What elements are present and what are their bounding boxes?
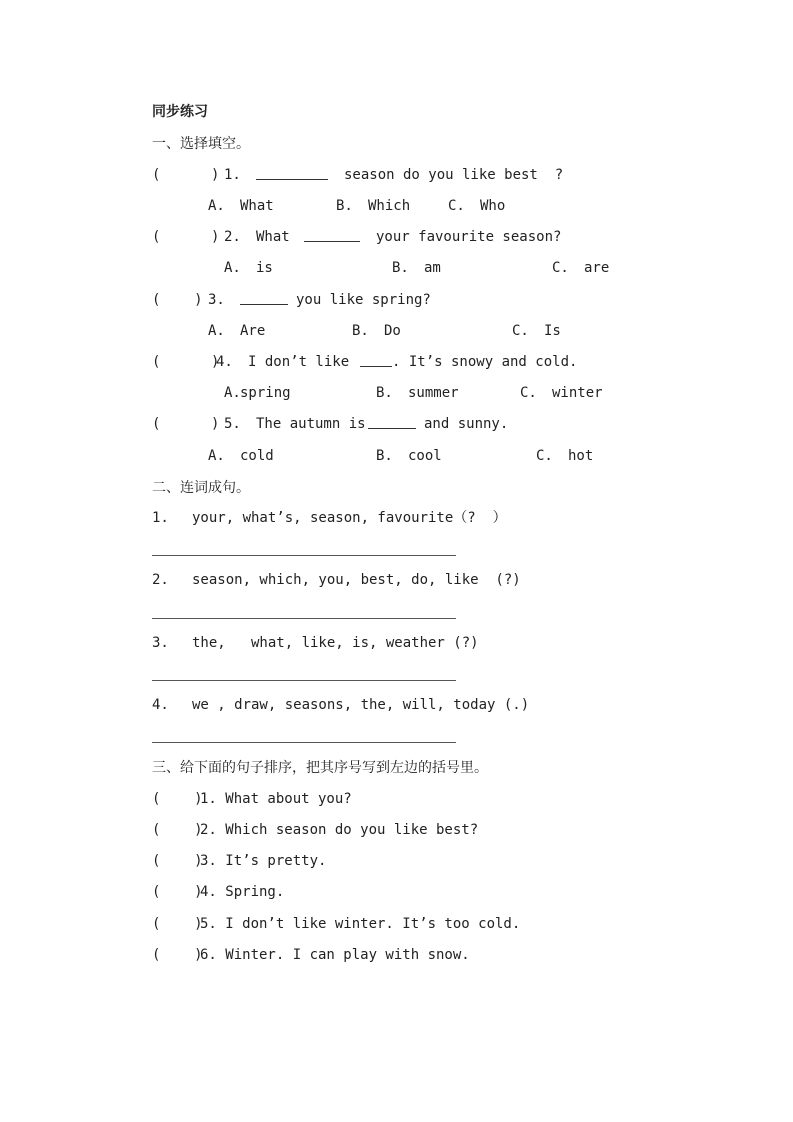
question-5-option-c-letter: C. [536, 448, 553, 464]
order-2-text: 2. Which season do you like best? [200, 822, 479, 838]
order-6-paren: ( ) [152, 947, 203, 963]
sentence-4-number: 4. [152, 697, 169, 713]
question-1-blank[interactable] [256, 166, 328, 180]
question-2-paren: ( ) [152, 229, 220, 245]
question-5-option-b: cool [408, 448, 442, 464]
question-1-option-a: What [240, 198, 274, 214]
answer-line-2[interactable] [152, 618, 456, 619]
question-4-pre: I don’t like [248, 354, 350, 370]
question-5-option-c: hot [568, 448, 594, 464]
sentence-4-words: we , draw, seasons, the, will, today (.) [192, 697, 530, 713]
question-4-option-c: winter [552, 385, 603, 401]
answer-line-4[interactable] [152, 742, 456, 743]
question-5-option-b-letter: B. [376, 448, 393, 464]
question-2-option-b-letter: B. [392, 260, 409, 276]
question-1-option-c: Who [480, 198, 506, 214]
order-4-paren: ( ) [152, 884, 203, 900]
question-1-number: 1. [224, 167, 241, 183]
sentence-3-number: 3. [152, 635, 169, 651]
question-4-blank[interactable] [360, 353, 392, 367]
question-5-number: 5. [224, 416, 241, 432]
order-3-text: 3. It’s pretty. [200, 853, 327, 869]
question-2-blank[interactable] [304, 228, 360, 242]
question-2-option-a-letter: A. [224, 260, 241, 276]
question-3-blank[interactable] [240, 291, 288, 305]
question-1-option-b: Which [368, 198, 411, 214]
order-3-paren: ( ) [152, 853, 203, 869]
question-3-option-a: Are [240, 323, 266, 339]
question-5-option-a-letter: A. [208, 448, 225, 464]
section3-heading: 三、给下面的句子排序，把其序号写到左边的括号里。 [152, 760, 488, 776]
question-4-number: 4. [216, 354, 233, 370]
question-2-option-c: are [584, 260, 610, 276]
order-4-text: 4. Spring. [200, 884, 285, 900]
question-5-paren: ( ) [152, 416, 220, 432]
question-2-pre: What [256, 229, 290, 245]
question-4-option-b: summer [408, 385, 459, 401]
question-3-paren: ( ) [152, 292, 203, 308]
answer-line-1[interactable] [152, 555, 456, 556]
question-2-option-a: is [256, 260, 273, 276]
question-3-option-b: Do [384, 323, 401, 339]
sentence-1-words: your, what’s, season, favourite（? ） [192, 510, 507, 526]
question-4-option-a: spring [240, 385, 291, 401]
sentence-3-words: the, what, like, is, weather (?) [192, 635, 479, 651]
question-1-text: season do you like best ? [344, 167, 564, 183]
section2-heading: 二、连词成句。 [152, 480, 250, 496]
question-5-option-a: cold [240, 448, 274, 464]
question-3-option-a-letter: A. [208, 323, 225, 339]
order-1-paren: ( ) [152, 791, 203, 807]
question-3-text: you like spring? [296, 292, 431, 308]
question-4-option-c-letter: C. [520, 385, 537, 401]
order-6-text: 6. Winter. I can play with snow. [200, 947, 470, 963]
question-5-text: and sunny. [424, 416, 509, 432]
section1-heading: 一、选择填空。 [152, 136, 250, 152]
question-4-option-b-letter: B. [376, 385, 393, 401]
order-2-paren: ( ) [152, 822, 203, 838]
question-5-blank[interactable] [368, 415, 416, 429]
question-1-paren: ( ) [152, 167, 220, 183]
question-3-option-c-letter: C. [512, 323, 529, 339]
question-3-number: 3. [208, 292, 225, 308]
question-4-paren: ( ) [152, 354, 220, 370]
question-2-text: your favourite season? [376, 229, 562, 245]
sentence-2-number: 2. [152, 572, 169, 588]
answer-line-3[interactable] [152, 680, 456, 681]
question-2-option-b: am [424, 260, 441, 276]
order-5-text: 5. I don’t like winter. It’s too cold. [200, 916, 521, 932]
sentence-1-number: 1. [152, 510, 169, 526]
page-title: 同步练习 [152, 104, 208, 120]
question-3-option-b-letter: B. [352, 323, 369, 339]
question-3-option-c: Is [544, 323, 561, 339]
question-1-option-a-letter: A. [208, 198, 225, 214]
order-5-paren: ( ) [152, 916, 203, 932]
question-2-number: 2. [224, 229, 241, 245]
question-4-text: . It’s snowy and cold. [392, 354, 578, 370]
question-5-pre: The autumn is [256, 416, 366, 432]
question-1-option-c-letter: C. [448, 198, 465, 214]
order-1-text: 1. What about you? [200, 791, 352, 807]
question-2-option-c-letter: C. [552, 260, 569, 276]
question-4-option-a-letter: A. [224, 385, 241, 401]
sentence-2-words: season, which, you, best, do, like (?) [192, 572, 521, 588]
question-1-option-b-letter: B. [336, 198, 353, 214]
